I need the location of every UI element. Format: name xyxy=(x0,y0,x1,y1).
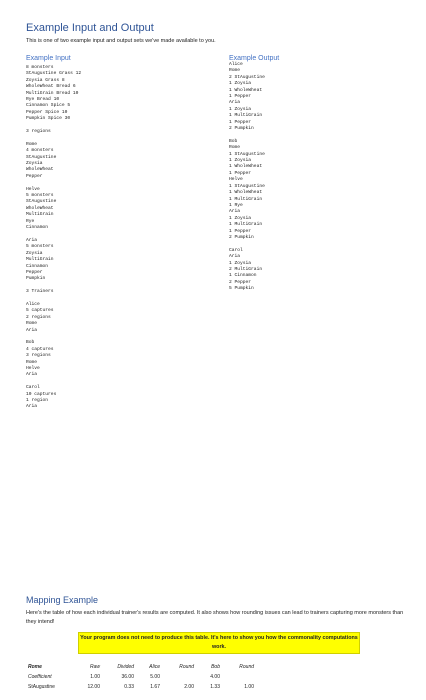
table-cell: 12.00 xyxy=(87,684,100,690)
commonality-table xyxy=(28,662,258,692)
listing-line: Rome xyxy=(26,359,38,365)
table-header-cell: Bob xyxy=(211,664,220,670)
listing-line: 10 captures xyxy=(26,391,57,397)
listing-line: Aria xyxy=(229,209,241,215)
listing-line: Rome xyxy=(229,145,241,151)
listing-line: Pepper Spice 10 xyxy=(26,109,68,115)
input-listing xyxy=(26,65,81,411)
listing-line: Aria xyxy=(26,404,38,410)
table-row xyxy=(28,672,258,682)
listing-line: Rome xyxy=(229,68,241,74)
listing-line: Helve xyxy=(229,177,243,183)
table-cell: Coefficient xyxy=(28,674,52,680)
intro-text: This is one of two example input and output sets we've made available to you. xyxy=(26,38,216,44)
listing-line: 1 Pepper xyxy=(229,228,252,234)
listing-line: Alice xyxy=(26,301,40,307)
listing-line: 5 monsters xyxy=(26,193,54,199)
listing-line: 1 StAugustine xyxy=(229,151,265,157)
input-title: Example Input xyxy=(26,55,71,62)
table-cell: 1.33 xyxy=(210,684,220,690)
listing-line: StAugustine xyxy=(26,199,57,205)
listing-line: 5 monsters xyxy=(26,244,54,250)
listing-line: 8 monsters xyxy=(26,65,54,70)
listing-line: Bob xyxy=(26,340,35,346)
listing-line: MultiGrain Bread 10 xyxy=(26,90,79,96)
output-listing xyxy=(229,62,265,293)
listing-line: Aria xyxy=(26,237,38,243)
table-header-cell: Round xyxy=(239,664,254,670)
listing-line: 4 monsters xyxy=(26,148,54,154)
listing-line: 1 Zoysia xyxy=(229,158,252,164)
output-title: Example Output xyxy=(229,55,280,62)
listing-line: Carol xyxy=(229,247,243,253)
table-cell: 2.00 xyxy=(184,684,194,690)
mapping-text: Here's the table of how each individual trainer's results are computed. It also shows how rounding issues can lead to trainers capturing more monsters than they intend! xyxy=(26,610,404,625)
table-header-cell: Alice xyxy=(149,664,160,670)
listing-line: Zoysia xyxy=(26,161,43,167)
listing-line: 2 Pumpkin xyxy=(229,234,254,240)
listing-line: StAugustine Grass 12 xyxy=(26,71,82,77)
table-cell: 1.00 xyxy=(90,674,100,680)
table-cell xyxy=(164,672,198,682)
listing-line: Pumpkin Spice 30 xyxy=(26,116,71,122)
highlight-note: Your program does not need to produce this table. It's here to show you how the commonality computations work. xyxy=(78,632,360,654)
listing-line: 1 WholeWheat xyxy=(229,190,263,196)
listing-line: Cinnamon xyxy=(26,263,49,269)
listing-line: Pepper xyxy=(26,269,43,275)
listing-line: WholeWheat xyxy=(26,167,54,173)
listing-line: 1 Zoysia xyxy=(229,81,252,87)
listing-line: 3 Trainers xyxy=(26,289,54,295)
listing-line: 1 Zoysia xyxy=(229,260,252,266)
listing-line: 5 captures xyxy=(26,308,54,314)
listing-line: Rome xyxy=(26,321,38,327)
table-row xyxy=(28,682,258,692)
listing-line: 3 regions xyxy=(26,129,51,135)
listing-line: 1 StAugustine xyxy=(229,183,265,189)
table-header-row xyxy=(28,662,258,672)
mapping-heading: Mapping Example xyxy=(26,595,99,605)
listing-line: 1 WholeWheat xyxy=(229,164,263,170)
listing-line: 2 Pepper xyxy=(229,279,252,285)
listing-line: StAugustine xyxy=(26,154,57,160)
listing-line: 1 Zoysia xyxy=(229,106,252,112)
listing-line: Aria xyxy=(229,100,241,106)
listing-line: Rye Bread 10 xyxy=(26,97,60,103)
listing-line: 1 Pepper xyxy=(229,94,252,100)
listing-line: 1 region xyxy=(26,398,49,403)
table-cell: 1.67 xyxy=(150,684,160,690)
listing-line: 3 regions xyxy=(26,353,51,359)
listing-line: 1 Cinnamon xyxy=(229,273,257,279)
listing-line: Helve xyxy=(26,186,40,192)
listing-line: Rome xyxy=(26,141,38,147)
table-cell: 0.33 xyxy=(124,684,134,690)
listing-line: 1 Zoysia xyxy=(229,215,252,221)
listing-line: MultiGrain xyxy=(26,257,54,263)
listing-line: 1 Pepper xyxy=(229,119,252,125)
listing-line: Alice xyxy=(229,62,243,67)
table-cell: 5.00 xyxy=(150,674,160,680)
listing-line: 1 Pepper xyxy=(229,170,252,176)
listing-line: Zoysia Grass 8 xyxy=(26,77,65,83)
listing-line: Aria xyxy=(26,327,38,333)
page-heading: Example Input and Output xyxy=(26,22,154,34)
listing-line: MultiGrain xyxy=(26,212,54,218)
listing-line: WholeWheat Bread 6 xyxy=(26,84,76,90)
listing-line: Rye xyxy=(26,218,35,224)
listing-line: 4 captures xyxy=(26,346,54,352)
listing-line: Pepper xyxy=(26,173,43,179)
listing-line: 2 MultiGrain xyxy=(229,266,263,272)
table-cell: 4.00 xyxy=(210,674,220,680)
listing-line: Bob xyxy=(229,138,238,144)
listing-line: 2 regions xyxy=(26,314,51,320)
table-cell: 36.00 xyxy=(121,674,134,680)
listing-line: Pumpkin xyxy=(26,276,46,282)
table-cell: 1.00 xyxy=(244,684,254,690)
table-cell xyxy=(224,672,258,682)
listing-line: 2 StAugustine xyxy=(229,74,265,80)
table-header-cell: Rome xyxy=(28,664,42,670)
table-header-cell: Divided xyxy=(117,664,134,670)
listing-line: 1 WholeWheat xyxy=(229,87,263,93)
listing-line: WholeWheat xyxy=(26,205,54,211)
listing-line: 5 Pumpkin xyxy=(229,286,254,292)
table-header-cell: Round xyxy=(179,664,194,670)
listing-line: Cinnamon Spice 5 xyxy=(26,103,71,109)
listing-line: Aria xyxy=(26,372,38,378)
listing-line: 1 MultiGrain xyxy=(229,196,263,202)
listing-line: 1 MultiGrain xyxy=(229,113,263,119)
listing-line: Zoysia xyxy=(26,250,43,256)
listing-line: 1 MultiGrain xyxy=(229,222,263,228)
listing-line: Aria xyxy=(229,254,241,260)
listing-line: Cinnamon xyxy=(26,225,49,231)
listing-line: 2 Pumpkin xyxy=(229,126,254,132)
listing-line: Carol xyxy=(26,385,40,391)
table-cell: StAugustine xyxy=(28,684,55,690)
listing-line: 1 Rye xyxy=(229,202,243,208)
listing-line: Helve xyxy=(26,365,40,371)
table-header-cell: Raw xyxy=(89,664,100,670)
